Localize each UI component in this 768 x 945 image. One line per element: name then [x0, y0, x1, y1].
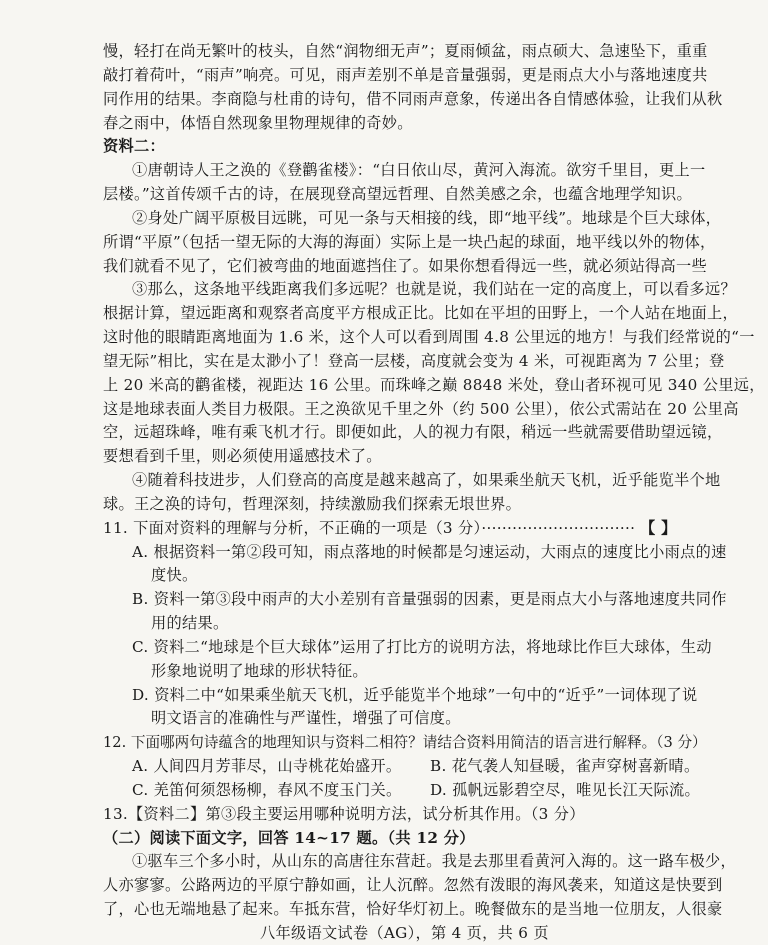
q11-stem: 11. 下面对资料的理解与分析，不正确的一项是（3 分）······························ [103, 519, 636, 537]
q11-option-d-cont: 明文语言的准确性与严谨性，增强了可信度。 [151, 709, 461, 727]
material2-p3-line: 这时他的眼睛距离地面为 1.6 米，这个人可以看到周围 4.8 公里远的地方！与我们经常说的“一 [103, 328, 755, 346]
q12-option-a: A. 人间四月芳菲尽，山寺桃花始盛开。 [132, 757, 402, 775]
passage-line: 同作用的结果。李商隐与杜甫的诗句，借不同雨声意象，传递出各自情感体验，让我们从秋 [103, 90, 723, 108]
q11-option-c: C. 资料二“地球是个巨大球体”运用了打比方的说明方法，将地球比作巨大球体，生动 [132, 638, 712, 656]
material2-p3-line: 要想看到千里，则必须使用遥感技术了。 [103, 447, 382, 465]
q12-option-b: B. 花气袭人知昼暖，雀声穿树喜新晴。 [430, 757, 700, 775]
q11-option-c-cont: 形象地说明了地球的形状特征。 [151, 662, 368, 680]
material2-p1-line: ①唐朝诗人王之涣的《登鹳雀楼》：“白日依山尽，黄河入海流。欲穷千里目，更上一 [132, 161, 706, 179]
q12-stem: 12. 下面哪两句诗蕴含的地理知识与资料二相符？请结合资料用简洁的语言进行解释。（3 分） [103, 734, 707, 751]
q11-option-d: D. 资料二中“如果乘坐航天飞机，近乎能览半个地球”一句中的“近乎”一词体现了说 [132, 686, 698, 704]
material2-p4-line: ④随着科技进步，人们登高的高度是越来越高了，如果乘坐航天飞机，近乎能览半个地 [132, 471, 721, 489]
material2-p3-line: ③那么，这条地平线距离我们多远呢？也就是说，我们站在一定的高度上，可以看多远？ [132, 280, 737, 298]
q11-option-b: B. 资料一第③段中雨声的大小差别有音量强弱的因素，更是雨点大小与落地速度共同作 [132, 590, 727, 608]
material2-heading: 资料二： [103, 137, 165, 155]
passage-line: 敲打着荷叶，“雨声”响亮。可见，雨声差别不单是音量强弱，更是雨点大小与落地速度共 [103, 66, 708, 84]
section2-passage-line: ①驱车三个多小时，从山东的高唐往东营赶。我是去那里看黄河入海的。这一路车极少， [132, 852, 737, 870]
q11-option-a: A. 根据资料一第②段可知，雨点落地的时候都是匀速运动，大雨点的速度比小雨点的速 [132, 543, 727, 561]
page-footer: 八年级语文试卷（AG），第 4 页，共 6 页 [260, 924, 549, 942]
passage-line: 春之雨中，体悟自然现象里物理规律的奇妙。 [103, 114, 413, 132]
material2-p3-line: 空，远超珠峰，唯有乘飞机才行。即便如此，人的视力有限，稍远一些就需要借助望远镜， [103, 423, 723, 441]
material2-p2-line: 所谓“平原”（包括一望无际的大海的海面）实际上是一块凸起的球面，地平线以外的物体， [103, 233, 716, 251]
material2-p3-line: 这是地球表面人类目力极限。王之涣欲见千里之外（约 500 公里），依公式需站在 20 公里高 [103, 400, 739, 418]
material2-p3-line: 根据计算，望远距离和观察者高度平方根成正比。比如在平坦的田野上，一个人站在地面上， [103, 304, 738, 322]
material2-p1-line: 层楼。”这首传颂千古的诗，在展现登高望远哲理、自然美感之余，也蕴含地理学知识。 [103, 185, 692, 203]
q11-option-a-cont: 度快。 [151, 566, 198, 584]
section2-passage-line: 了，心也无端地悬了起来。车抵东营，恰好华灯初上。晚餐做东的是当地一位朋友，人很豪 [103, 900, 723, 918]
q11-option-b-cont: 用的结果。 [151, 614, 229, 632]
material2-p3-line: 上 20 米高的鹳雀楼，视距达 16 公里。而珠峰之巅 8848 米处，登山者环视可见 340 公里远， [103, 376, 765, 394]
material2-p2-line: 我们就看不见了，它们被弯曲的地面遮挡住了。如果你想看得远一些，就必须站得高一些 [103, 257, 708, 275]
material2-p2-line: ②身处广阔平原极目远眺，可见一条与天相接的线，即“地平线”。地球是个巨大球体， [132, 209, 722, 227]
q11-answer-bracket: 【 】 [640, 519, 677, 537]
q12-option-c: C. 羌笛何须怨杨柳，春风不度玉门关。 [132, 781, 402, 799]
q12-option-d: D. 孤帆远影碧空尽，唯见长江天际流。 [430, 781, 700, 799]
q13-stem: 13.【资料二】第③段主要运用哪种说明方法，试分析其作用。（3 分） [103, 805, 585, 823]
material2-p4-line: 球。王之涣的诗句，哲理深刻，持续激励我们探索无垠世界。 [103, 495, 522, 513]
section2-passage-line: 人亦寥寥。公路两边的平原宁静如画，让人沉醉。忽然有泼眼的海风袭来，知道这是快要到 [103, 876, 723, 894]
section2-heading: （二）阅读下面文字，回答 14~17 题。（共 12 分） [103, 829, 475, 847]
material2-p3-line: 望无际”相比，实在是太渺小了！登高一层楼，高度就会变为 4 米，可视距离为 7 公里；登 [103, 352, 725, 370]
passage-line: 慢，轻打在尚无繁叶的枝头，自然“润物细无声”；夏雨倾盆，雨点硕大、急速坠下，重重 [103, 42, 708, 60]
